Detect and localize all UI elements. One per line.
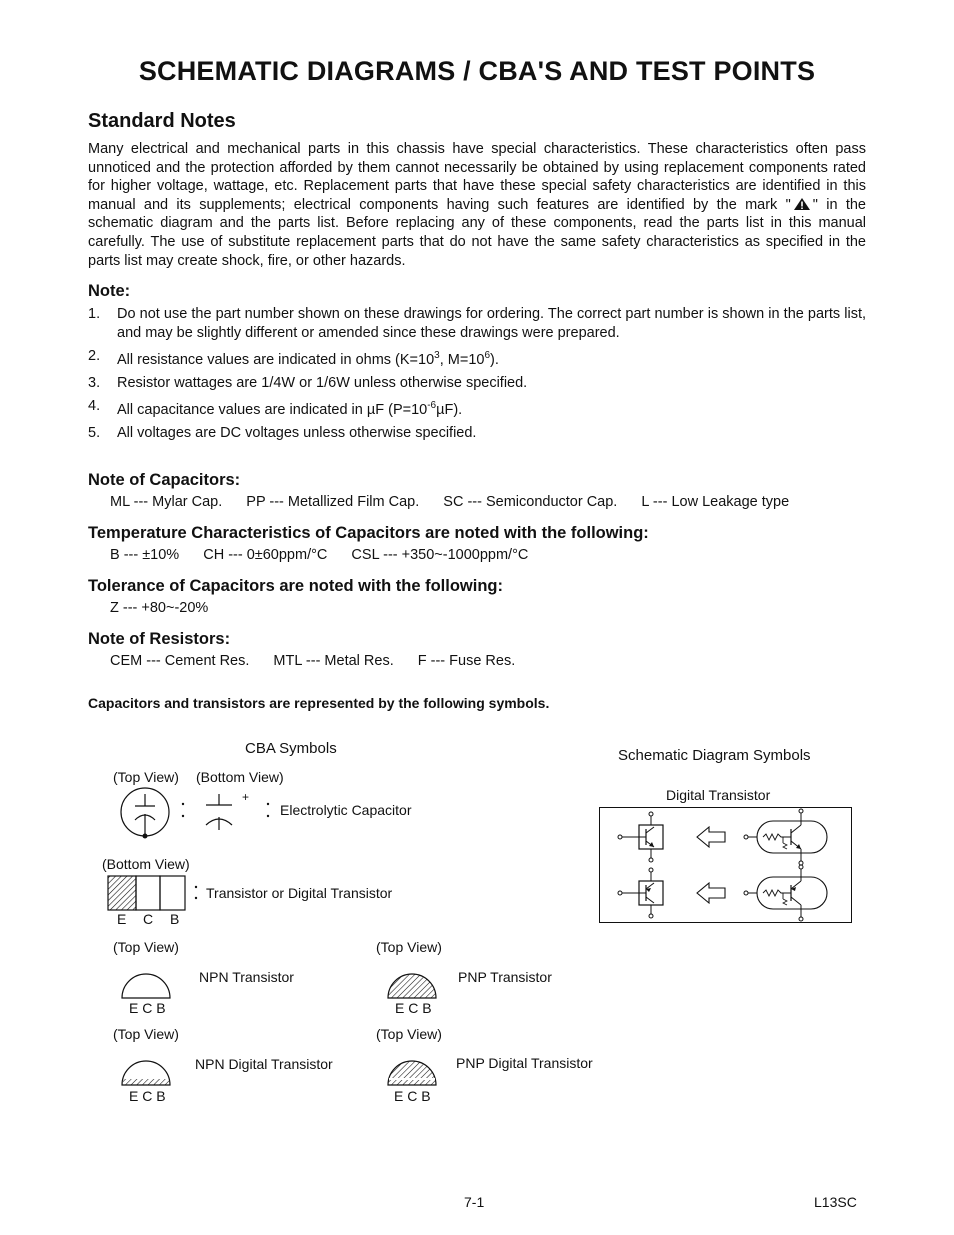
digital-transistor-row — [618, 865, 827, 921]
pin-b-label: B — [170, 911, 180, 927]
ecb-label: E C B — [129, 1088, 166, 1104]
note-list — [88, 305, 866, 447]
resistors-heading: Note of Resistors: — [88, 630, 231, 648]
warning-triangle-icon — [793, 197, 811, 211]
note-item: 4. All capacitance values are indicated in µF $(P=10^{-6}\mu F)$. — [88, 397, 463, 418]
digital-transistor-schematic-icon — [599, 807, 852, 923]
pnp-transistor-icon — [384, 954, 440, 1002]
standard-notes-heading: Standard Notes — [88, 110, 236, 132]
capacitors-heading: Note of Capacitors: — [88, 471, 241, 489]
page-number: 7-1 — [464, 1194, 485, 1210]
bottom-view-label: (Bottom View) — [102, 856, 190, 872]
npn-digital-label: NPN Digital Transistor — [195, 1056, 333, 1072]
digital-transistor-label: Digital Transistor — [666, 787, 771, 803]
note-item: 1. Do not use the part number shown on these drawings for ordering. The correct part number is shown in the parts list, and may be slightly different or amended since these drawings were prepared. — [88, 306, 866, 341]
plus-label: + — [242, 790, 250, 804]
note-heading: Note: — [88, 282, 131, 300]
tolerance-heading: Tolerance of Capacitors are noted with the following: — [88, 577, 503, 595]
top-view-label: (Top View) — [113, 1026, 179, 1042]
tolerance-list: Z --- +80~-20% — [110, 600, 209, 616]
standard-notes-paragraph — [88, 140, 866, 270]
electrolytic-capacitor-icon — [110, 780, 280, 842]
pin-e-label: E — [117, 911, 127, 927]
top-view-label: (Top View) — [376, 1026, 442, 1042]
temperature-list: B --- ±10% CH --- 0±60ppm/°C CSL --- +350~-1000ppm/°C — [110, 547, 529, 563]
bottom-view-label: (Bottom View) — [196, 769, 284, 785]
npn-digital-transistor-icon — [118, 1041, 174, 1089]
note-item: 3. Resistor wattages are 1/4W or 1/6W unless otherwise specified. — [88, 374, 528, 391]
note-item: 2. All resistance values are indicated in ohms ($K=10^3$, $M=10^6$). — [88, 347, 499, 368]
transistor-footprint-icon — [106, 874, 206, 912]
ecb-label: E C B — [129, 1000, 166, 1016]
capacitors-list: ML --- Mylar Cap. PP --- Metallized Film Cap. SC --- Semiconductor Cap. L --- Low Leakage type — [110, 494, 790, 510]
pnp-digital-label: PNP Digital Transistor — [456, 1055, 593, 1071]
model-number: L13SC — [814, 1194, 857, 1210]
digital-transistor-row — [618, 809, 827, 865]
electrolytic-label: Electrolytic Capacitor — [280, 802, 412, 818]
ecb-label: E C B — [394, 1088, 431, 1104]
top-view-label: (Top View) — [113, 769, 179, 785]
ecb-label: E C B — [395, 1000, 432, 1016]
temperature-heading: Temperature Characteristics of Capacitors are noted with the following: — [88, 524, 649, 542]
resistors-list: CEM --- Cement Res. MTL --- Metal Res. F --- Fuse Res. — [110, 653, 516, 669]
pnp-label: PNP Transistor — [458, 969, 552, 985]
symbols-intro: Capacitors and transistors are represented by the following symbols. — [88, 695, 550, 711]
standard-notes-text-1: Many electrical and mechanical parts in this chassis have special characteristics. These characteristics often pass unnoticed and the protection afforded by them cannot necessarily be obtained by using replacement components rated for higher voltage, wattage, etc. Replacement parts that have these special safety characteristics are identified in this manual and its supplements; electrical components having such features are identified by the mark " — [88, 141, 866, 213]
pin-c-label: C — [143, 911, 154, 927]
note-item: 5. All voltages are DC voltages unless otherwise specified. — [88, 425, 477, 441]
standard-notes-text-2: " in the schematic diagram and the parts list. Before replacing any of these components, read the parts list in this manual carefully. The use of substitute replacement parts that do not have the same safety characteristics as specified in the parts list may create shock, fire, or other hazards. — [88, 196, 866, 269]
npn-transistor-icon — [118, 954, 174, 1002]
schematic-symbols-heading: Schematic Diagram Symbols — [618, 747, 811, 764]
transistor-or-digital-label: Transistor or Digital Transistor — [206, 885, 393, 901]
top-view-label: (Top View) — [376, 939, 442, 955]
pnp-digital-transistor-icon — [384, 1041, 440, 1089]
page-title: SCHEMATIC DIAGRAMS / CBA'S AND TEST POINTS — [138, 56, 816, 86]
cba-symbols-heading: CBA Symbols — [245, 740, 337, 757]
top-view-label: (Top View) — [113, 939, 179, 955]
npn-label: NPN Transistor — [199, 969, 294, 985]
